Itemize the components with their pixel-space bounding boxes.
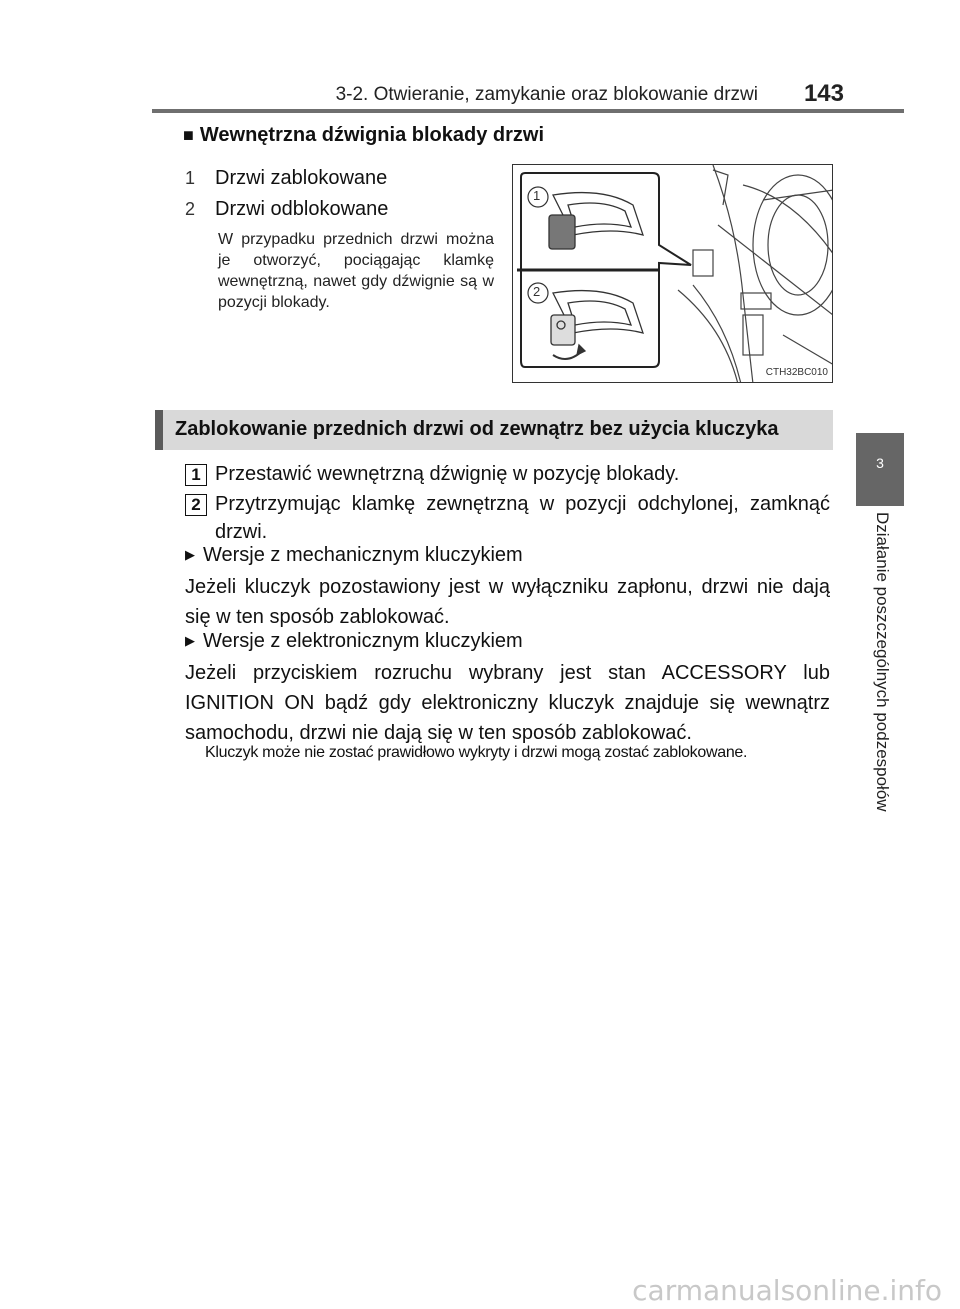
chapter-number: 3	[876, 455, 884, 471]
item-label: Drzwi zablokowane	[215, 167, 388, 189]
variant-title: Wersje z elektronicznym kluczykiem	[203, 630, 523, 652]
door-lock-illustration	[512, 164, 833, 383]
variant-title: Wersje z mechanicznym kluczykiem	[203, 544, 523, 566]
header-divider	[152, 109, 904, 113]
arrow-icon: ▶	[185, 633, 195, 648]
callout-2: 2	[533, 284, 541, 299]
list-item	[185, 167, 387, 190]
step-number: 1	[185, 464, 207, 486]
watermark: carmanualsonline.info	[632, 1274, 942, 1307]
section-note: W przypadku przednich drzwi można je otworzyć, pociągając klamkę wewnętrzną, nawet gdy dźwignie są w pozycji blokady.	[218, 231, 494, 311]
item-number: 2	[185, 199, 196, 219]
section-title: Wewnętrzna dźwignia blokady drzwi	[199, 124, 544, 146]
variant-heading	[185, 544, 523, 567]
page-number: 143	[803, 80, 844, 107]
section-heading	[183, 124, 544, 147]
header-title: 3-2. Otwieranie, zamykanie oraz blokowanie drzwi	[335, 84, 758, 105]
callout-1: 1	[533, 188, 541, 203]
step-text: Przytrzymując klamkę zewnętrzną w pozycji odchylonej, zamknąć drzwi.	[215, 493, 830, 543]
subsection-note: Kluczyk może nie zostać prawidłowo wykryty i drzwi mogą zostać zablokowane.	[205, 744, 748, 761]
chapter-title: Działanie poszczególnych podzespołów	[873, 512, 892, 812]
step-number: 2	[185, 494, 207, 516]
step-text: Przestawić wewnętrzną dźwignię w pozycję blokady.	[215, 463, 680, 485]
figure-code: CTH32BC010	[765, 367, 828, 378]
arrow-icon: ▶	[185, 547, 195, 562]
subsection-heading-bar	[155, 410, 833, 450]
list-item	[185, 198, 388, 221]
item-number: 1	[185, 168, 196, 188]
chapter-tab	[856, 433, 904, 506]
variant-text: Jeżeli kluczyk pozostawiony jest w wyłączniku zapłonu, drzwi nie dają się w ten sposób zablokować.	[185, 576, 830, 628]
step-item	[185, 460, 830, 488]
illustration-drawing	[513, 165, 833, 383]
step-item	[185, 490, 830, 543]
section-marker: ■	[183, 125, 194, 145]
subsection-title: Zablokowanie przednich drzwi od zewnątrz bez użycia kluczyka	[175, 418, 779, 440]
variant-text: Jeżeli przyciskiem rozruchu wybrany jest stan ACCESSORY lub IGNITION ON bądź gdy elektroniczny kluczyk znajduje się wewnątrz samochodu, drzwi nie dają się w ten sposób zablokować.	[185, 662, 830, 744]
item-label: Drzwi odblokowane	[215, 198, 389, 220]
chapter-title-vertical	[868, 512, 892, 852]
variant-heading	[185, 630, 523, 653]
